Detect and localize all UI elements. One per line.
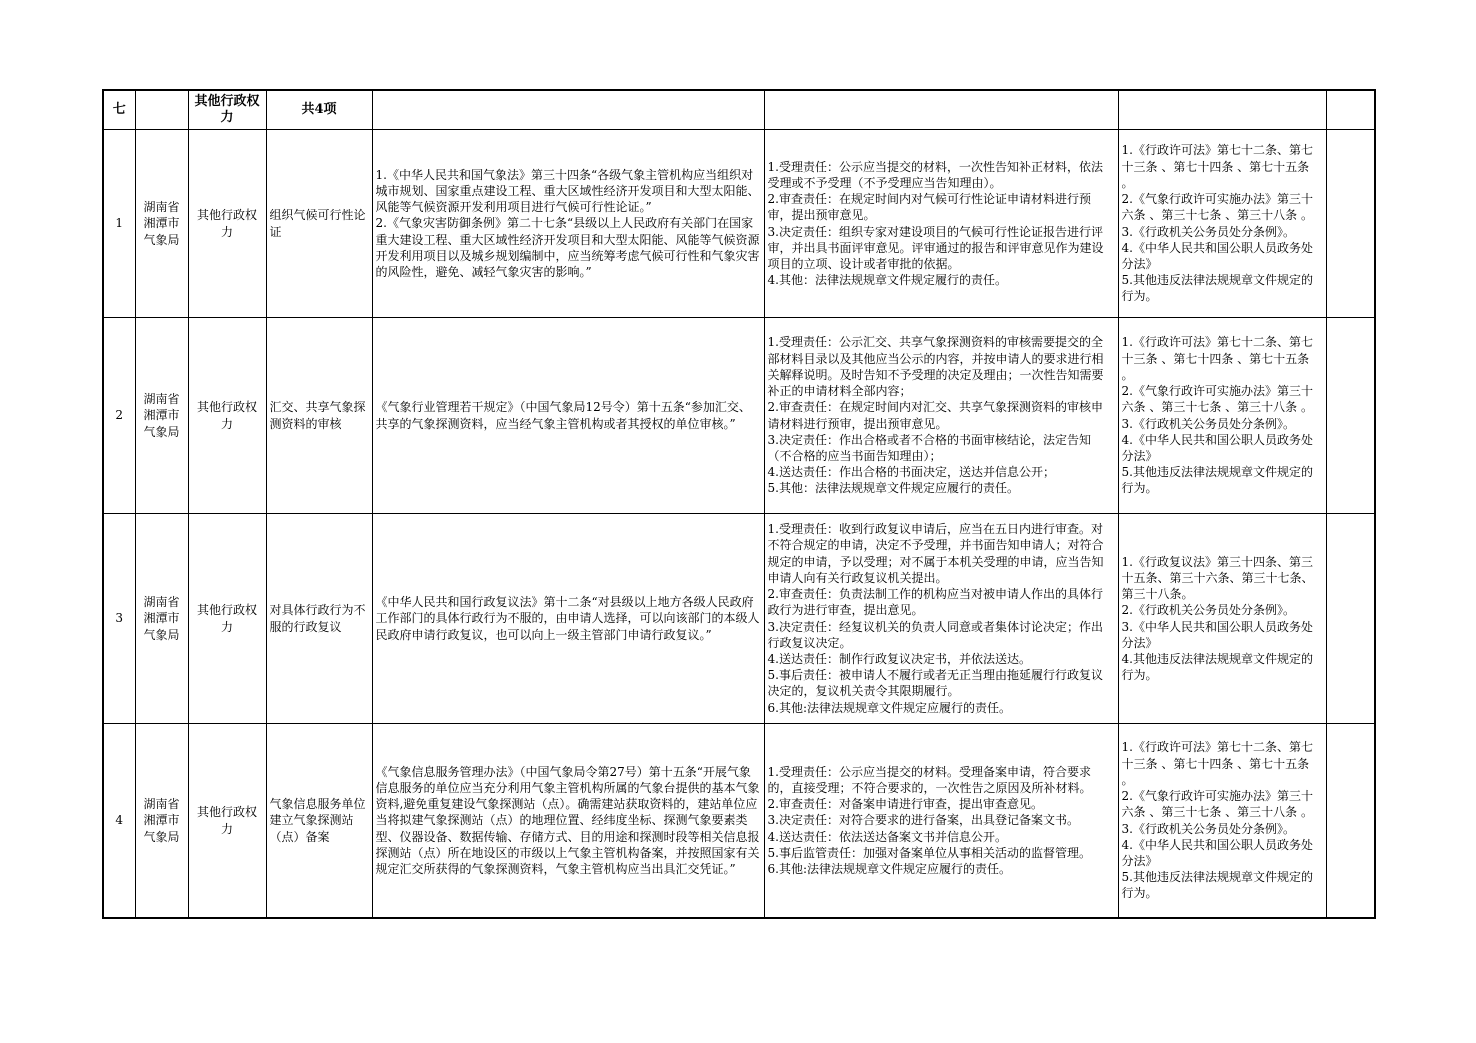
row-duty-items: 1.受理责任：公示应当提交的材料。受理备案申请，符合要求的，直接受理；不符合要求的，一次性告之原因及所补材料。 2.审查责任：对备案申请进行审查，提出审查意见。 3.决定责任：对符合要求的进行备案，出具登记备案文书。 4.送达责任：依法送达备案文书并信息公开。 5.事后监管责任：加强对备案单位从事相关活动的监督管理。 6.其他:法律法规规章文件规定应履行的责任。 xyxy=(764,724,1118,919)
section-category: 其他行政权力 xyxy=(188,90,266,130)
row-legal-basis: 《气象信息服务管理办法》（中国气象局令第27号）第十五条“开展气象信息服务的单位应当充分利用气象主管机构所属的气象台提供的基本气象资料,避免重复建设气象探测站（点）。确需建站获取资料的，建站单位应当将拟建气象探测站（点）的地理位置、经纬度坐标、探测气象要素类型、仪器设备、数据传输、存储方式、目的用途和探测时段等相关信息报探测站（点）所在地设区的市级以上气象主管机构备案，并按照国家有关规定汇交所获得的气象探测资料，气象主管机构应当出具汇交凭证。” xyxy=(372,724,764,919)
row-remark xyxy=(1326,514,1375,724)
row-power-name: 组织气候可行性论证 xyxy=(266,130,372,318)
row-accountability: 1.《行政许可法》第七十二条、第七十三条 、第七十四条 、第七十五条 。 2.《气象行政许可实施办法》第三十六条 、第三十七条 、第三十八条 。 3.《行政机关公务员处分条例》。 4.《中华人民共和国公职人员政务处分法》 5.其他违反法律法规规章文件规定的行为。 xyxy=(1118,130,1326,318)
table-row xyxy=(103,318,1375,514)
row-power-name: 汇交、共享气象探测资料的审核 xyxy=(266,318,372,514)
section-accountability-cell xyxy=(1118,90,1326,130)
section-header-row xyxy=(103,90,1375,130)
row-category: 其他行政权力 xyxy=(188,724,266,919)
row-accountability: 1.《行政许可法》第七十二条、第七十三条 、第七十四条 、第七十五条 。 2.《气象行政许可实施办法》第三十六条 、第三十七条 、第三十八条 。 3.《行政机关公务员处分条例》。 4.《中华人民共和国公职人员政务处分法》 5.其他违反法律法规规章文件规定的行为。 xyxy=(1118,724,1326,919)
row-remark xyxy=(1326,130,1375,318)
table-row xyxy=(103,130,1375,318)
row-category: 其他行政权力 xyxy=(188,514,266,724)
row-department: 湖南省湘潭市气象局 xyxy=(135,724,188,919)
row-legal-basis: 《气象行业管理若干规定》（中国气象局12号令）第十五条“参加汇交、共享的气象探测资料，应当经气象主管机构或者其授权的单位审核。” xyxy=(372,318,764,514)
row-duty-items: 1.受理责任：公示应当提交的材料，一次性告知补正材料，依法受理或不予受理（不予受理应当告知理由）。 2.审查责任：在规定时间内对气候可行性论证申请材料进行预审，提出预审意见。 3.决定责任：组织专家对建设项目的气候可行性论证报告进行评审，并出具书面评审意见。评审通过的报告和评审意见作为建设项目的立项、设计或者审批的依据。 4.其他：法律法规规章文件规定履行的责任。 xyxy=(764,130,1118,318)
section-duty-cell xyxy=(764,90,1118,130)
row-power-name: 对具体行政行为不服的行政复议 xyxy=(266,514,372,724)
row-remark xyxy=(1326,724,1375,919)
table-row xyxy=(103,514,1375,724)
table-row xyxy=(103,724,1375,919)
section-dept-cell xyxy=(135,90,188,130)
section-number: 七 xyxy=(103,90,135,130)
row-duty-items: 1.受理责任：收到行政复议申请后，应当在五日内进行审查。对不符合规定的申请，决定不予受理，并书面告知申请人；对符合规定的申请，予以受理；对不属于本机关受理的申请，应当告知申请人向有关行政复议机关提出。 2.审查责任：负责法制工作的机构应当对被申请人作出的具体行政行为进行审查，提出意见。 3.决定责任：经复议机关的负责人同意或者集体讨论决定；作出行政复议决定。 4.送达责任：制作行政复议决定书，并依法送达。 5.事后责任：被申请人不履行或者无正当理由拖延履行行政复议决定的，复议机关责令其限期履行。 6.其他:法律法规规章文件规定应履行的责任。 xyxy=(764,514,1118,724)
row-duty-items: 1.受理责任：公示汇交、共享气象探测资料的审核需要提交的全部材料目录以及其他应当公示的内容，并按申请人的要求进行相关解释说明。及时告知不予受理的决定及理由；一次性告知需要补正的申请材料全部内容； 2.审查责任：在规定时间内对汇交、共享气象探测资料的审核申请材料进行预审，提出预审意见。 3.决定责任：作出合格或者不合格的书面审核结论，法定告知（不合格的应当书面告知理由）； 4.送达责任：作出合格的书面决定，送达并信息公开； 5.其他：法律法规规章文件规定应履行的责任。 xyxy=(764,318,1118,514)
section-count: 共4项 xyxy=(266,90,372,130)
row-number: 2 xyxy=(103,318,135,514)
row-power-name: 气象信息服务单位建立气象探测站（点）备案 xyxy=(266,724,372,919)
row-legal-basis: 《中华人民共和国行政复议法》第十二条“对县级以上地方各级人民政府工作部门的具体行政行为不服的，由申请人选择，可以向该部门的本级人民政府申请行政复议，也可以向上一级主管部门申请行政复议。” xyxy=(372,514,764,724)
section-basis-cell xyxy=(372,90,764,130)
row-accountability: 1.《行政复议法》第三十四条、第三十五条、第三十六条、第三十七条、第三十八条。 2.《行政机关公务员处分条例》。 3.《中华人民共和国公职人员政务处分法》 4.其他违反法律法规规章文件规定的行为。 xyxy=(1118,514,1326,724)
row-category: 其他行政权力 xyxy=(188,318,266,514)
row-category: 其他行政权力 xyxy=(188,130,266,318)
row-accountability: 1.《行政许可法》第七十二条、第七十三条 、第七十四条 、第七十五条 。 2.《气象行政许可实施办法》第三十六条 、第三十七条 、第三十八条 。 3.《行政机关公务员处分条例》。 4.《中华人民共和国公职人员政务处分法》 5.其他违反法律法规规章文件规定的行为。 xyxy=(1118,318,1326,514)
row-department: 湖南省湘潭市气象局 xyxy=(135,318,188,514)
power-list-table xyxy=(102,89,1376,919)
section-remark-cell xyxy=(1326,90,1375,130)
row-legal-basis: 1.《中华人民共和国气象法》第三十四条“各级气象主管机构应当组织对城市规划、国家重点建设工程、重大区域性经济开发项目和大型太阳能、风能等气候资源开发利用项目进行气候可行性论证。” 2.《气象灾害防御条例》第二十七条“县级以上人民政府有关部门在国家重大建设工程、重大区域性经济开发项目和大型太阳能、风能等气候资源开发利用项目以及城乡规划编制中，应当统筹考虑气候可行性和气象灾害的风险性，避免、减轻气象灾害的影响。” xyxy=(372,130,764,318)
row-department: 湖南省湘潭市气象局 xyxy=(135,514,188,724)
row-department: 湖南省湘潭市气象局 xyxy=(135,130,188,318)
row-number: 3 xyxy=(103,514,135,724)
row-remark xyxy=(1326,318,1375,514)
row-number: 4 xyxy=(103,724,135,919)
row-number: 1 xyxy=(103,130,135,318)
